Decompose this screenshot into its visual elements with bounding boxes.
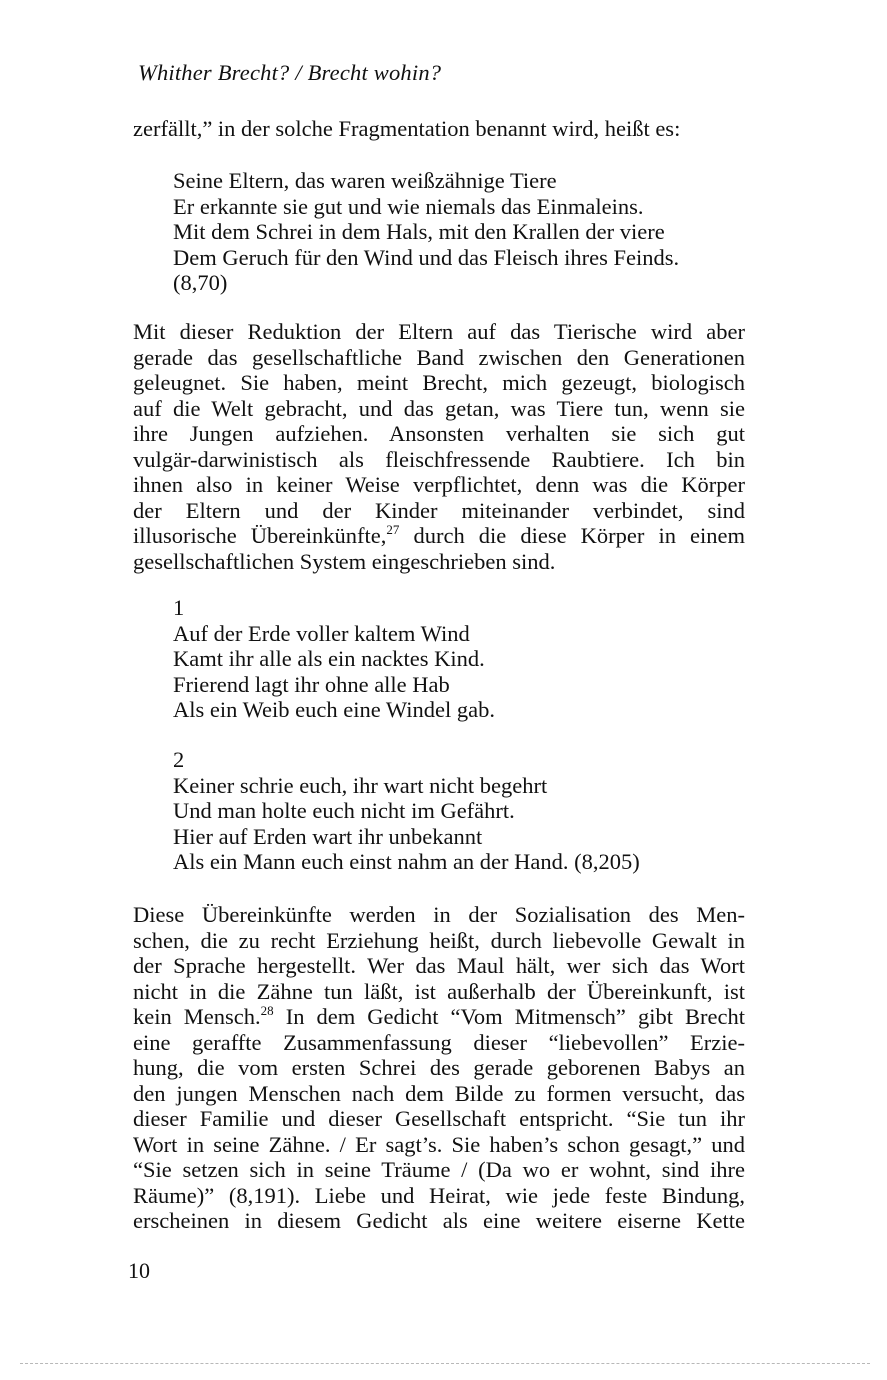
paragraph-line: den jungen Menschen nach dem Bilde zu formen versucht, das <box>133 1080 745 1106</box>
running-header: Whither Brecht? / Brecht wohin? <box>138 60 442 85</box>
paragraph-line: eine geraffte Zusammenfassung dieser “liebevollen” Erzie- <box>133 1029 745 1055</box>
paragraph-line: Wort in seine Zähne. / Er sagt’s. Sie haben’s schon gesagt,” und <box>133 1131 745 1157</box>
paragraph-line: gesellschaftlichen System eingeschrieben sind. <box>133 548 556 574</box>
paragraph-line: Diese Übereinkünfte werden in der Sozialisation des Men- <box>133 902 745 927</box>
paragraph-line: “Sie setzen sich in seine Träume / (Da wo er wohnt, sind ihre <box>133 1157 745 1182</box>
paragraph-line: hung, die vom ersten Schrei des gerade geborenen Babys an <box>133 1055 745 1080</box>
paragraph-line: schen, die zu recht Erziehung heißt, durch liebevolle Gewalt in <box>133 927 745 953</box>
paragraph-line: der Eltern und der Kinder miteinander verbindet, sind <box>133 497 745 523</box>
paragraph-1 <box>133 319 745 574</box>
paragraph-line: der Sprache hergestellt. Wer das Maul hält, wer sich das Wort <box>133 953 745 978</box>
paragraph-line: ihre Jungen aufziehen. Ansonsten verhalten sie sich gut <box>133 421 745 446</box>
paragraph-line-start: kein Mensch. <box>133 1004 261 1029</box>
paragraph-line-start: illusorische Übereinkünfte, <box>133 523 387 548</box>
verse-line: Hier auf Erden wart ihr unbekannt <box>173 823 483 849</box>
verse-line: Auf der Erde voller kaltem Wind <box>173 620 470 646</box>
paragraph-line: Mit dieser Reduktion der Eltern auf das Tierische wird aber <box>133 319 745 344</box>
verse-line: Dem Geruch für den Wind und das Fleisch ihres Feinds. <box>173 244 680 270</box>
verse-line: Frierend lagt ihr ohne alle Hab <box>173 671 450 697</box>
scan-edge-divider <box>20 1363 870 1364</box>
paragraph-line: Räume)” (8,191). Liebe und Heirat, wie jede feste Bindung, <box>133 1182 745 1208</box>
paragraph-line: nicht in die Zähne tun läßt, ist außerhalb der Übereinkunft, ist <box>133 978 745 1004</box>
paragraph-line-with-footnote <box>133 523 745 549</box>
verse-line: Als ein Weib euch eine Windel gab. <box>173 697 495 722</box>
verse-line: Mit dem Schrei in dem Hals, mit den Krallen der viere <box>173 219 665 244</box>
verse-line: Keiner schrie euch, ihr wart nicht begehrt <box>173 772 548 798</box>
paragraph-2 <box>133 902 745 1234</box>
paragraph-line: dieser Familie und dieser Gesellschaft entspricht. “Sie tun ihr <box>133 1106 745 1131</box>
quote-verse <box>173 168 773 296</box>
verse-line: Kamt ihr alle als ein nacktes Kind. <box>173 646 485 671</box>
paragraph-line: erscheinen in diesem Gedicht als eine weitere eiserne Kette <box>133 1208 745 1233</box>
paragraph-line-end: durch die diese Körper in einem <box>399 523 745 548</box>
stanza-number: 2 <box>173 747 185 772</box>
poem-stanza-2 <box>173 747 773 875</box>
poem-stanza-1 <box>173 595 773 723</box>
paragraph-line: ihnen also in keiner Weise verpflichtet, denn was die Körper <box>133 472 745 497</box>
paragraph-line: auf die Welt gebracht, und das getan, was Tiere tun, wenn sie <box>133 395 745 421</box>
intro-line: zerfällt,” in der solche Fragmentation benannt wird, heißt es: <box>133 116 681 141</box>
footnote-marker: 27 <box>386 522 400 537</box>
paragraph-line-end: In dem Gedicht “Vom Mitmensch” gibt Brecht <box>273 1004 745 1029</box>
paragraph-line-with-footnote <box>133 1004 745 1030</box>
page-number: 10 <box>128 1258 150 1283</box>
intro-line-block <box>133 116 745 142</box>
verse-line: Als ein Mann euch einst nahm an der Hand. (8,205) <box>173 849 640 874</box>
footnote-marker: 28 <box>260 1003 274 1018</box>
verse-line: Seine Eltern, das waren weißzähnige Tiere <box>173 168 557 193</box>
paragraph-line: gerade das gesellschaftliche Band zwischen den Generationen <box>133 344 745 370</box>
paragraph-line: vulgär-darwinistisch als fleischfressende Raubtiere. Ich bin <box>133 446 745 472</box>
paragraph-line: geleugnet. Sie haben, meint Brecht, mich gezeugt, biologisch <box>133 370 745 395</box>
stanza-number: 1 <box>173 595 185 620</box>
verse-citation: (8,70) <box>173 270 228 295</box>
verse-line: Und man holte euch nicht im Gefährt. <box>173 798 515 823</box>
verse-line: Er erkannte sie gut und wie niemals das Einmaleins. <box>173 193 644 219</box>
